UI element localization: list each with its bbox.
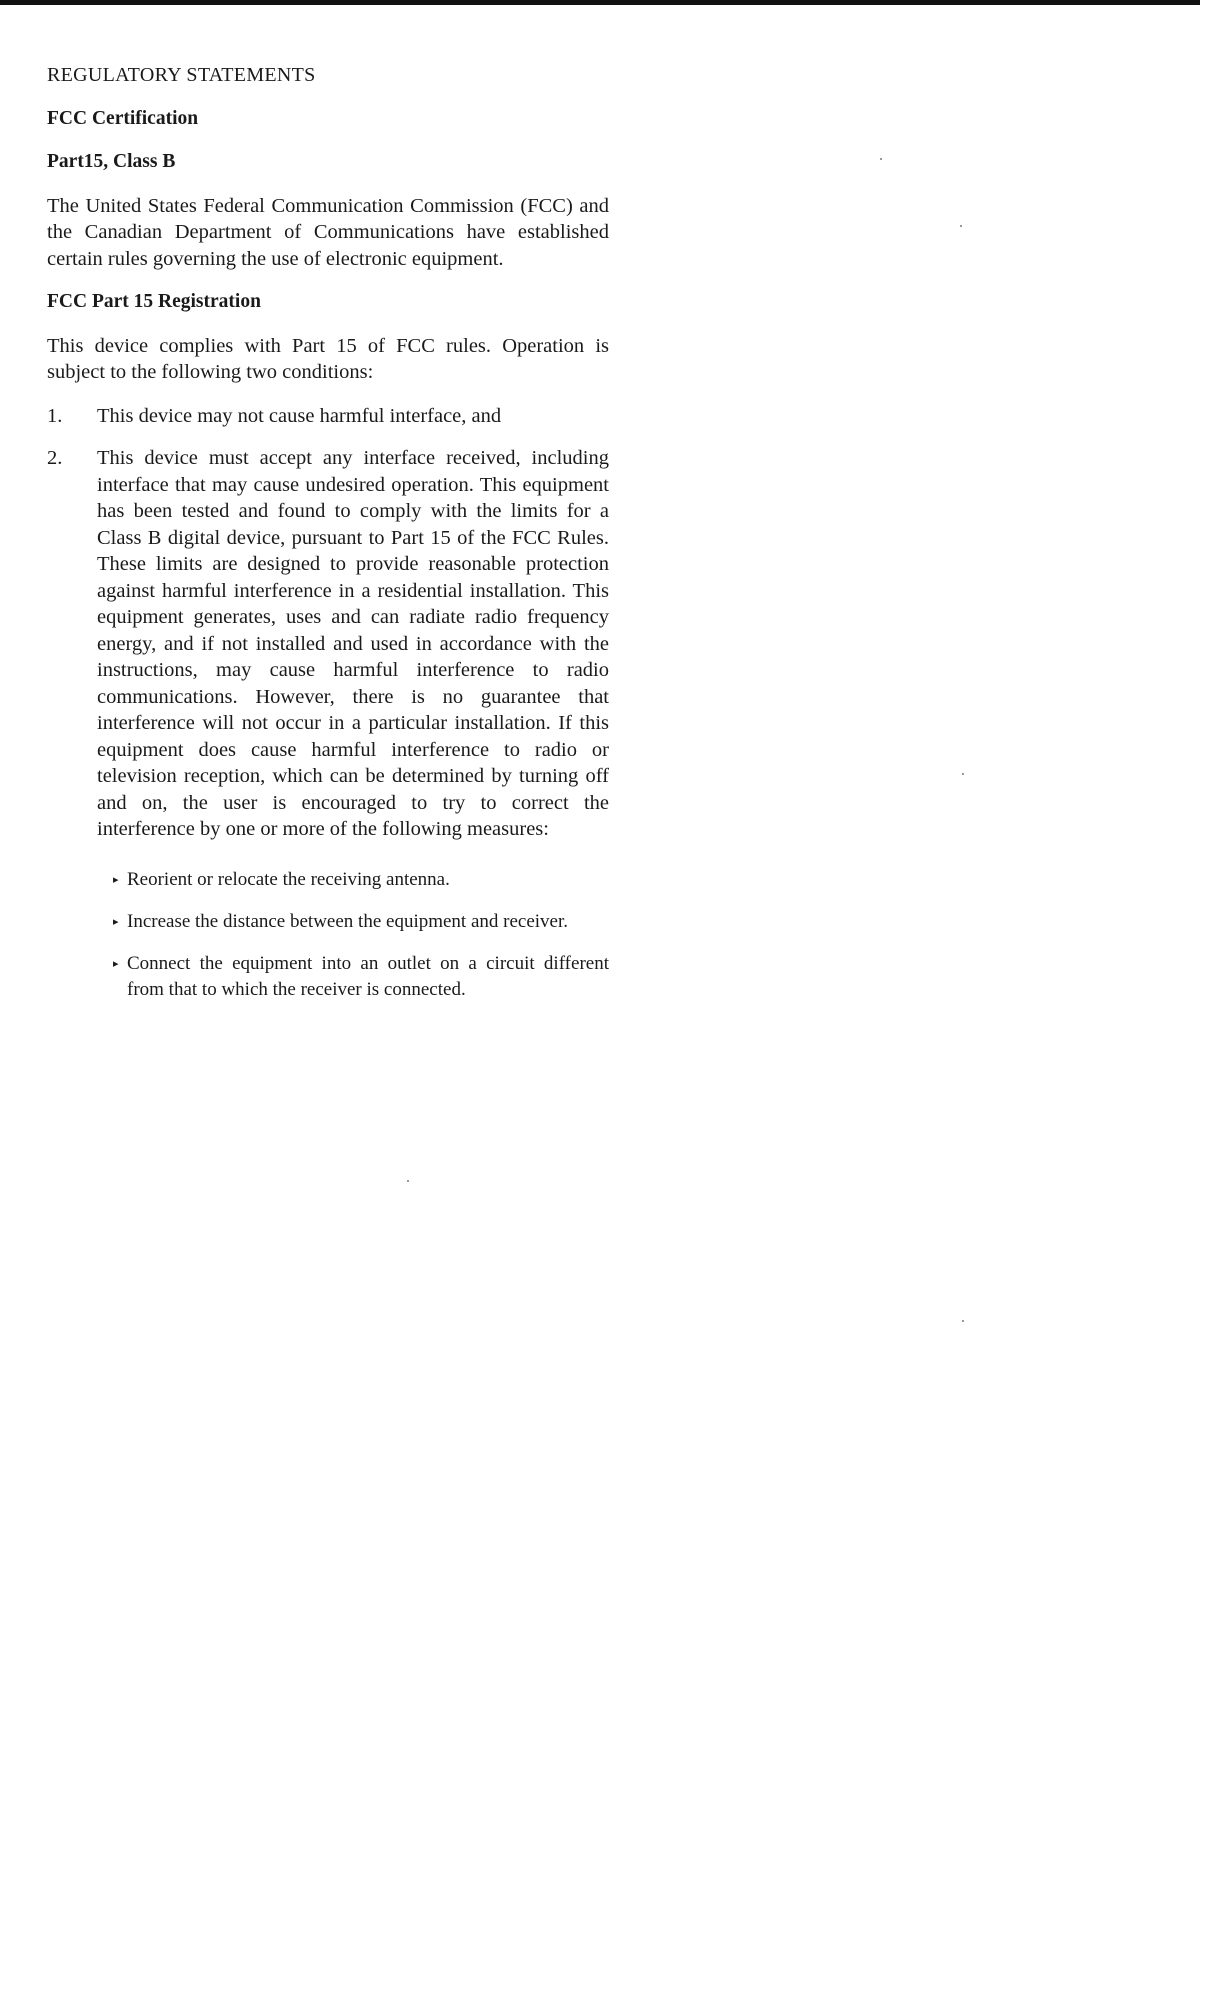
fcc-part15-registration-heading: FCC Part 15 Registration [47,291,261,312]
measure-text: Connect the equipment into an outlet on a circuit different from that to which the receiver is connected. [127,952,609,1000]
condition-text: This device must accept any interface received, including interface that may cause undesired operation. This equipment has been tested and found to comply with the limits for a Class B digital device, pursuant to Part 15 of the FCC Rules. These limits are designed to provide reasonable protection against harmful interference in a residential installation. This equipment generates, uses and can radiate radio frequency energy, and if not installed and used in accordance with the instructions, may cause harmful interference to radio communications. However, there is no guarantee that interference will not occur in a particular installation. If this equipment does cause harmful interference to radio or television reception, which can be determined by turning off and on, the user is encouraged to try to correct the interference by one or more of the following measures: [97,447,609,840]
measure-item [113,909,609,935]
measure-item [113,867,609,893]
measure-text: Reorient or relocate the receiving antenna. [127,868,450,890]
condition-item-2 [47,445,609,843]
measure-text: Increase the distance between the equipment and receiver. [127,910,569,932]
part15-class-b-heading: Part15, Class B [47,151,176,172]
intro-paragraph: The United States Federal Communication Commission (FCC) and the Canadian Department of Communications have established certain rules governing the use of electronic equipment. [47,194,609,270]
bullet-arrow-icon: ▸ [113,873,119,886]
scan-speck [962,773,964,775]
fcc-certification-heading: FCC Certification [47,107,199,129]
top-border-rule [0,0,1200,5]
bullet-arrow-icon: ▸ [113,915,119,928]
bullet-arrow-icon: ▸ [113,957,119,970]
scan-speck [962,1320,964,1322]
scan-speck [880,158,882,160]
measures-list [113,867,609,1003]
compliance-paragraph: This device complies with Part 15 of FCC rules. Operation is subject to the following two conditions: [47,334,609,383]
condition-number: 1. [47,404,63,427]
condition-item-1 [47,403,609,430]
condition-number: 2. [47,447,63,469]
scan-speck [407,1180,409,1182]
measure-item [113,951,609,1003]
document-column [47,62,609,1019]
condition-text: This device may not cause harmful interface, and [97,404,502,427]
page-title: REGULATORY STATEMENTS [47,64,316,86]
scan-speck [960,225,962,227]
